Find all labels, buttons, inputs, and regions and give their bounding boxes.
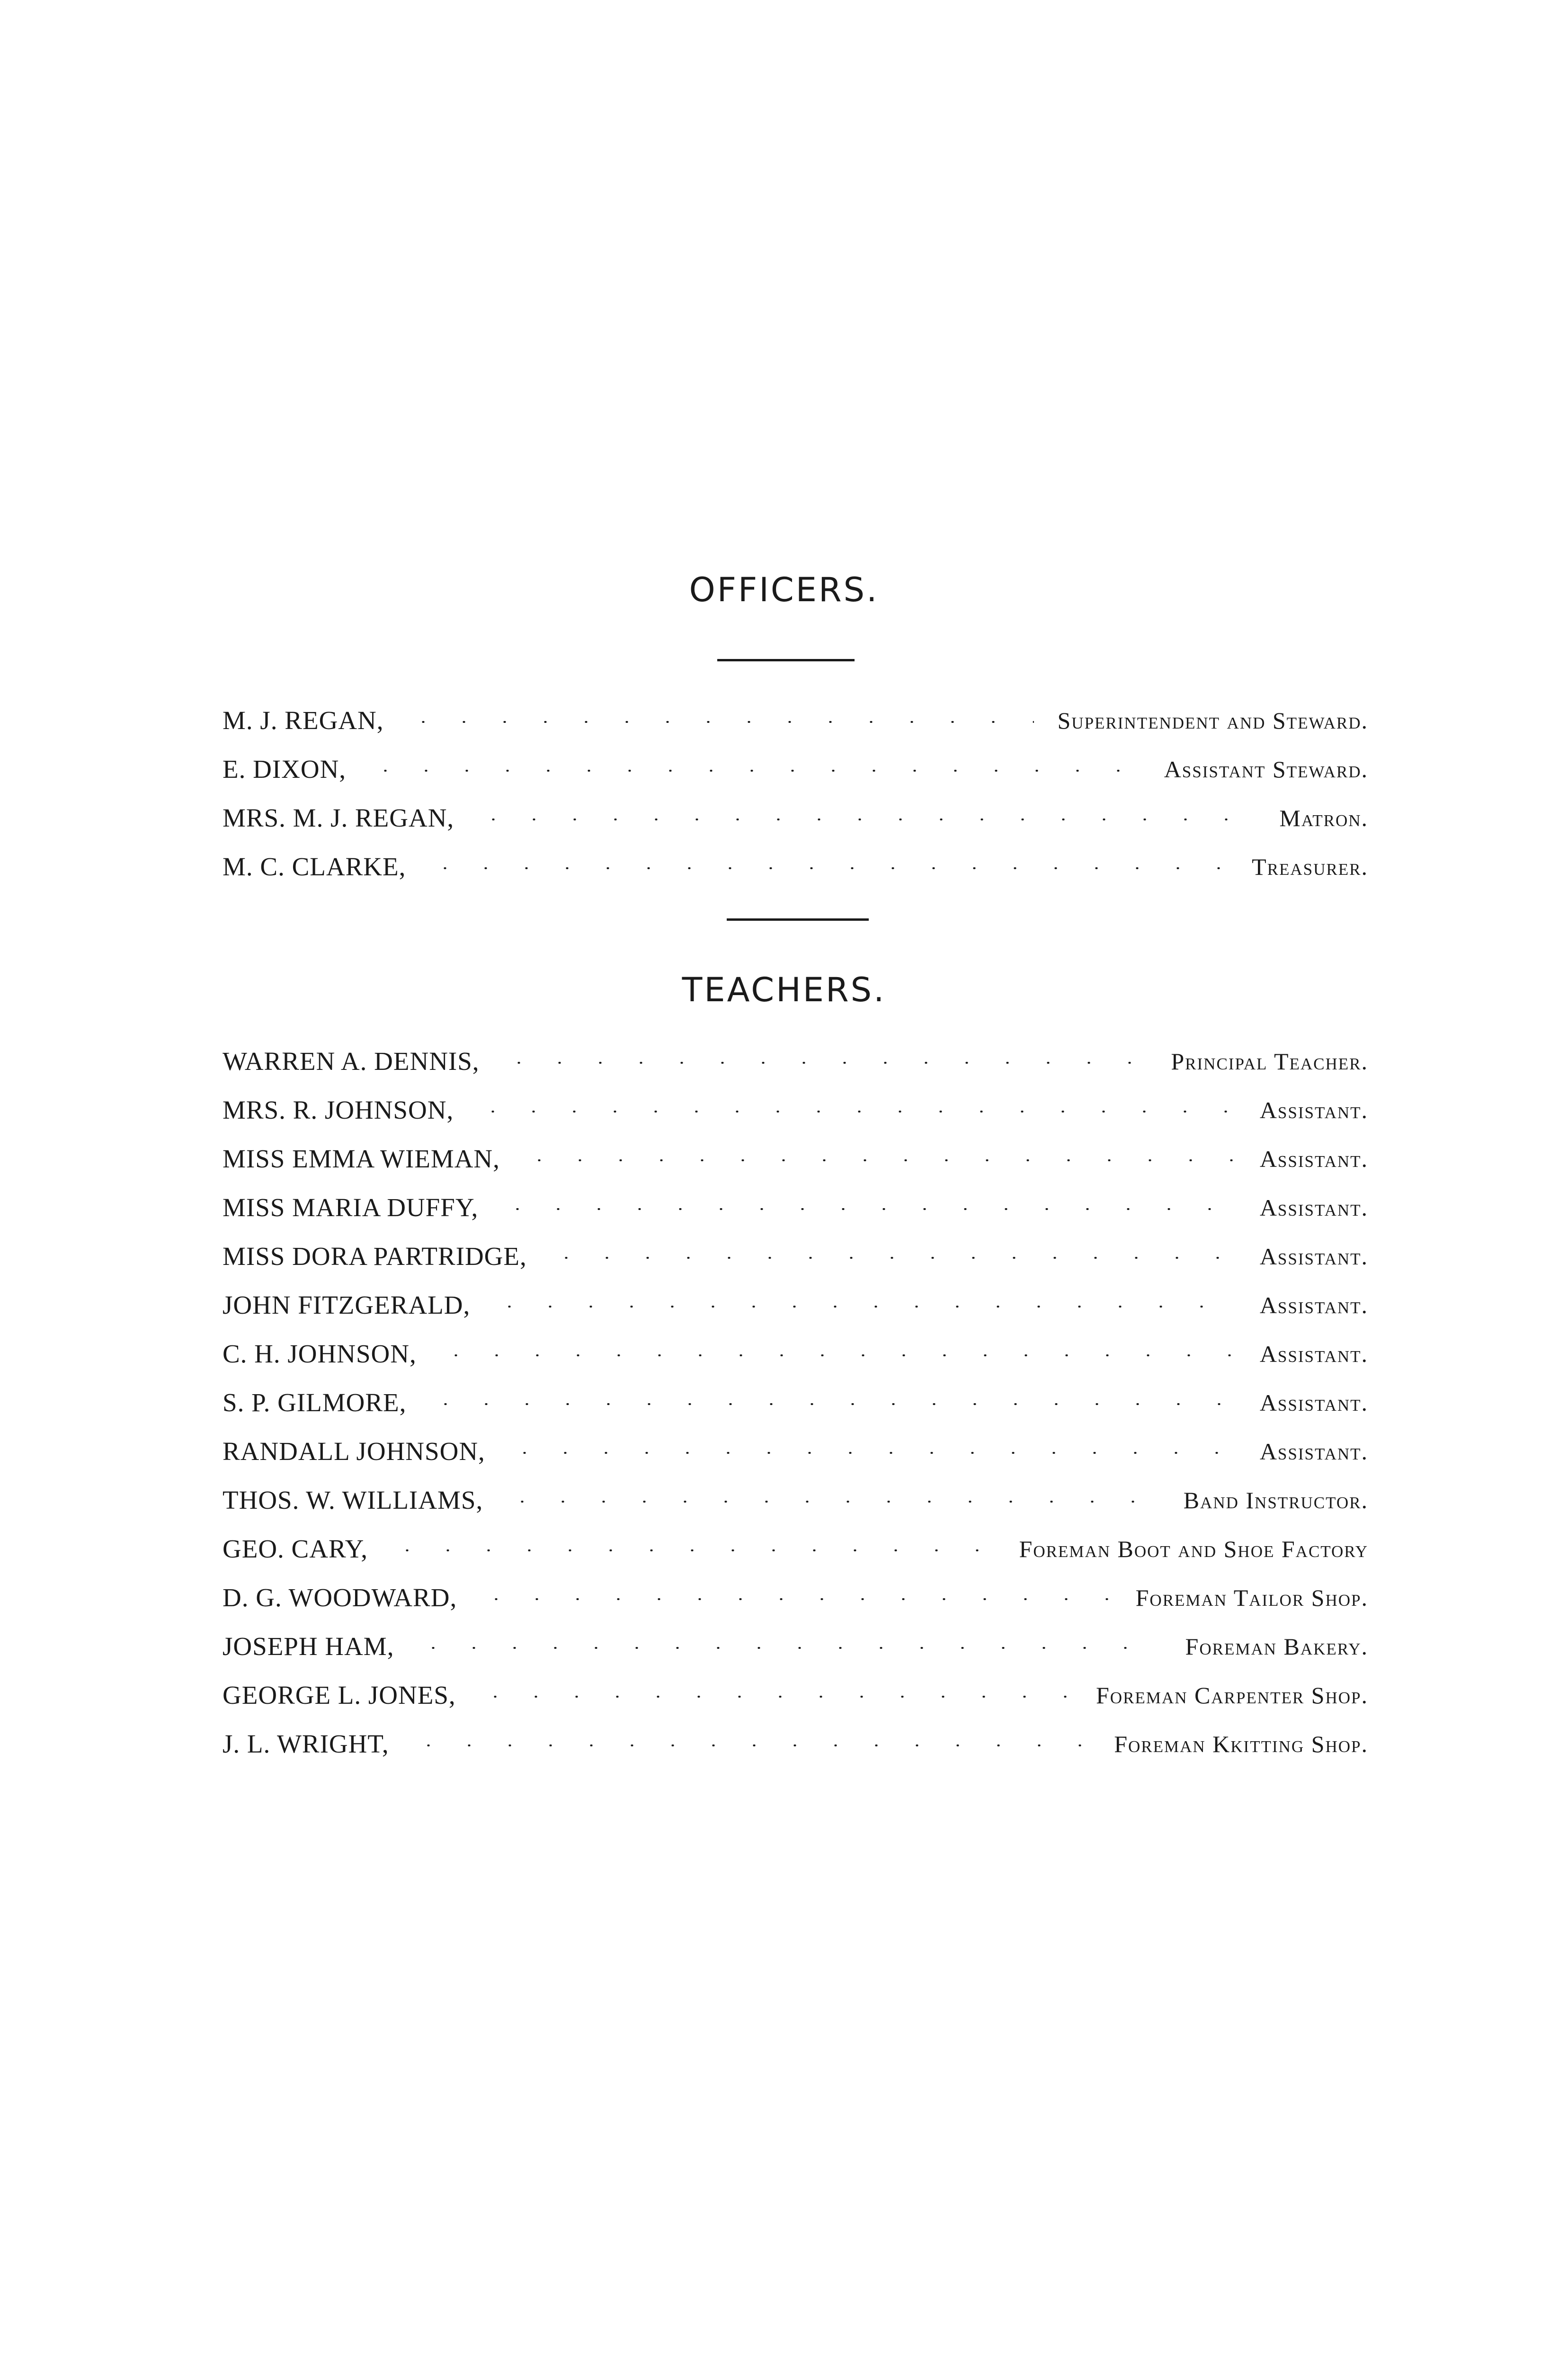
dot-leader	[387, 1549, 996, 1551]
dot-leader	[504, 1452, 1236, 1454]
teacher-role: Foreman Kkitting Shop.	[1114, 1730, 1368, 1757]
teacher-entry	[223, 1134, 1368, 1183]
section-divider-rule	[727, 918, 869, 921]
dot-leader	[546, 1257, 1236, 1259]
teacher-entry	[223, 1378, 1368, 1427]
teacher-role: Band Instructor.	[1183, 1486, 1368, 1513]
dot-leader	[476, 1598, 1112, 1600]
teacher-entry	[223, 1183, 1368, 1232]
teacher-name: JOHN FITZGERALD,	[223, 1290, 471, 1319]
teacher-role: Foreman Boot and Shoe Factory	[1019, 1535, 1368, 1562]
dot-leader	[425, 867, 1228, 869]
teacher-name: MRS. R. JOHNSON,	[223, 1095, 454, 1124]
dot-leader	[403, 721, 1034, 723]
teacher-name: THOS. W. WILLIAMS,	[223, 1486, 483, 1514]
teacher-entry	[223, 1329, 1368, 1378]
teacher-entry	[223, 1719, 1368, 1768]
teacher-entry	[223, 1281, 1368, 1329]
officer-name: MRS. M. J. REGAN,	[223, 803, 454, 832]
teacher-role: Foreman Carpenter Shop.	[1096, 1682, 1368, 1709]
teacher-role: Assistant.	[1259, 1243, 1368, 1270]
teacher-entry	[223, 1476, 1368, 1524]
teacher-entry	[223, 1671, 1368, 1719]
dot-leader	[502, 1501, 1160, 1503]
dot-leader	[425, 1403, 1236, 1405]
teacher-name: RANDALL JOHNSON,	[223, 1437, 485, 1466]
teacher-role: Assistant.	[1259, 1145, 1368, 1172]
teacher-name: MISS DORA PARTRIDGE,	[223, 1242, 527, 1271]
teacher-name: D. G. WOODWARD,	[223, 1583, 457, 1612]
officer-role: Assistant Steward.	[1164, 756, 1368, 783]
teacher-role: Assistant.	[1259, 1438, 1368, 1465]
dot-leader	[436, 1354, 1236, 1356]
teacher-entry	[223, 1232, 1368, 1281]
dot-leader	[472, 1111, 1236, 1112]
officer-entry	[223, 745, 1368, 793]
dot-leader	[489, 1306, 1236, 1308]
teacher-entry	[223, 1573, 1368, 1622]
teacher-role: Foreman Bakery.	[1185, 1633, 1368, 1660]
teachers-heading: TEACHERS.	[682, 970, 886, 1009]
teacher-entry	[223, 1086, 1368, 1134]
officer-role: Superintendent and Steward.	[1057, 707, 1368, 734]
officer-name: M. J. REGAN,	[223, 706, 384, 735]
teacher-name: MISS EMMA WIEMAN,	[223, 1144, 500, 1173]
teacher-name: JOSEPH HAM,	[223, 1632, 394, 1661]
teacher-name: S. P. GILMORE,	[223, 1388, 407, 1417]
teacher-role: Principal Teacher.	[1171, 1048, 1368, 1075]
teacher-role: Assistant.	[1259, 1194, 1368, 1221]
teacher-name: WARREN A. DENNIS,	[223, 1047, 480, 1076]
officers-heading-rule	[717, 659, 855, 661]
teacher-role: Assistant.	[1259, 1096, 1368, 1123]
dot-leader	[519, 1159, 1236, 1161]
teachers-list	[223, 1037, 1368, 1768]
teacher-entry	[223, 1622, 1368, 1671]
teacher-role: Assistant.	[1259, 1389, 1368, 1416]
dot-leader	[365, 770, 1140, 772]
officers-list	[223, 696, 1368, 891]
teacher-entry	[223, 1037, 1368, 1086]
teacher-name: GEORGE L. JONES,	[223, 1681, 456, 1709]
officer-name: M. C. CLARKE,	[223, 852, 406, 881]
teacher-entry	[223, 1524, 1368, 1573]
officer-entry	[223, 696, 1368, 745]
officer-entry	[223, 793, 1368, 842]
teacher-name: C. H. JOHNSON,	[223, 1339, 417, 1368]
teacher-role: Assistant.	[1259, 1340, 1368, 1367]
officer-role: Treasurer.	[1252, 853, 1368, 880]
dot-leader	[408, 1744, 1091, 1746]
teacher-name: MISS MARIA DUFFY,	[223, 1193, 479, 1222]
teacher-name: J. L. WRIGHT,	[223, 1729, 389, 1758]
teacher-role: Assistant.	[1259, 1291, 1368, 1318]
officer-role: Matron.	[1279, 804, 1368, 831]
officer-entry	[223, 842, 1368, 891]
dot-leader	[413, 1647, 1161, 1649]
dot-leader	[475, 1696, 1072, 1698]
teacher-role: Foreman Tailor Shop.	[1135, 1584, 1368, 1611]
officer-name: E. DIXON,	[223, 755, 347, 783]
officers-heading: OFFICERS.	[689, 570, 879, 609]
teacher-name: GEO. CARY,	[223, 1534, 368, 1563]
dot-leader	[497, 1208, 1236, 1210]
dot-leader	[473, 819, 1256, 820]
teacher-entry	[223, 1427, 1368, 1476]
dot-leader	[499, 1062, 1148, 1064]
